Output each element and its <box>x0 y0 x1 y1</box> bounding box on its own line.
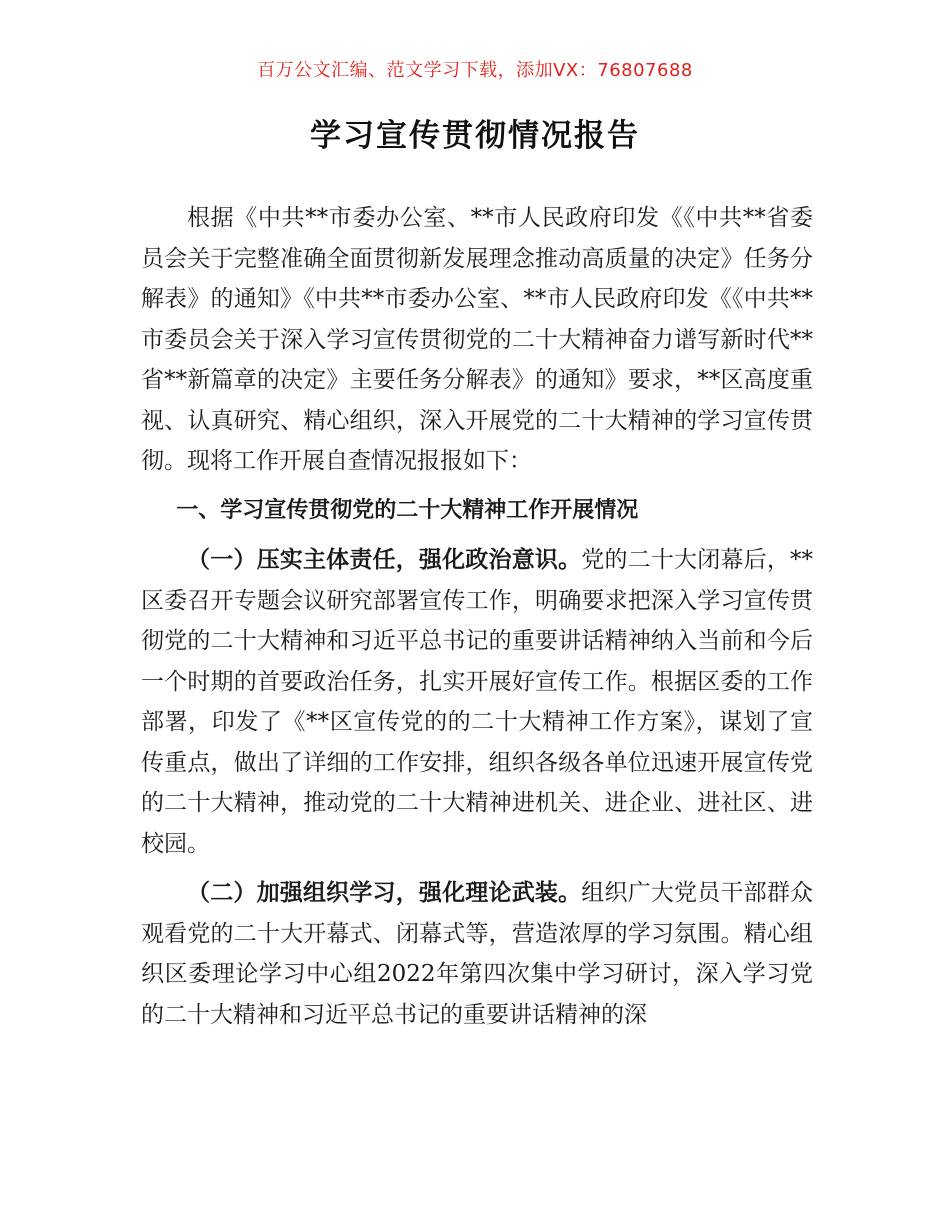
subsection-2-text: 组织广大党员干部群众观看党的二十大开幕式、闭幕式等，营造浓厚的学习氛围。精心组织区委理论学习中心组2022年第四次集中学习研讨，深入学习党的二十大精神和习近平总书记的重要讲话精神的深 <box>141 880 814 1028</box>
intro-paragraph: 根据《中共**市委办公室、**市人民政府印发《《中共**省委员会关于完整准确全面贯彻新发展理念推动高质量的决定》任务分解表》的通知》《中共**市委办公室、**市人民政府印发《《中共**市委员会关于深入学习宣传贯彻党的二十大精神奋力谱写新时代**省**新篇章的决定》主要任务分解表》的通知》要求，**区高度重视、认真研究、精心组织，深入开展党的二十大精神的学习宣传贯彻。现将工作开展自查情况报报如下： <box>141 205 813 474</box>
subsection-2-paragraph <box>141 873 813 1035</box>
header-watermark-note: 百万公文汇编、范文学习下载，添加VX：76807688 <box>257 60 693 81</box>
subsection-2-lead: （二）加强组织学习，强化理论武装。 <box>187 880 582 906</box>
subsection-1-paragraph <box>141 540 813 864</box>
subsection-1-lead: （一）压实主体责任，强化政治意识。 <box>187 547 582 573</box>
document-body <box>141 198 813 1035</box>
document-title: 学习宣传贯彻情况报告 <box>310 118 640 154</box>
section-1-heading: 一、学习宣传贯彻党的二十大精神工作开展情况 <box>176 497 639 523</box>
subsection-1-text: 党的二十大闭幕后，**区委召开专题会议研究部署宣传工作，明确要求把深入学习宣传贯彻党的二十大精神和习近平总书记的重要讲话精神纳入当前和今后一个时期的首要政治任务，扎实开展好宣传工作。根据区委的工作部署，印发了《**区宣传党的的二十大精神工作方案》，谋划了宣传重点，做出了详细的工作安排，组织各级各单位迅速开展宣传党的二十大精神，推动党的二十大精神进机关、进企业、进社区、进校园。 <box>141 547 814 857</box>
